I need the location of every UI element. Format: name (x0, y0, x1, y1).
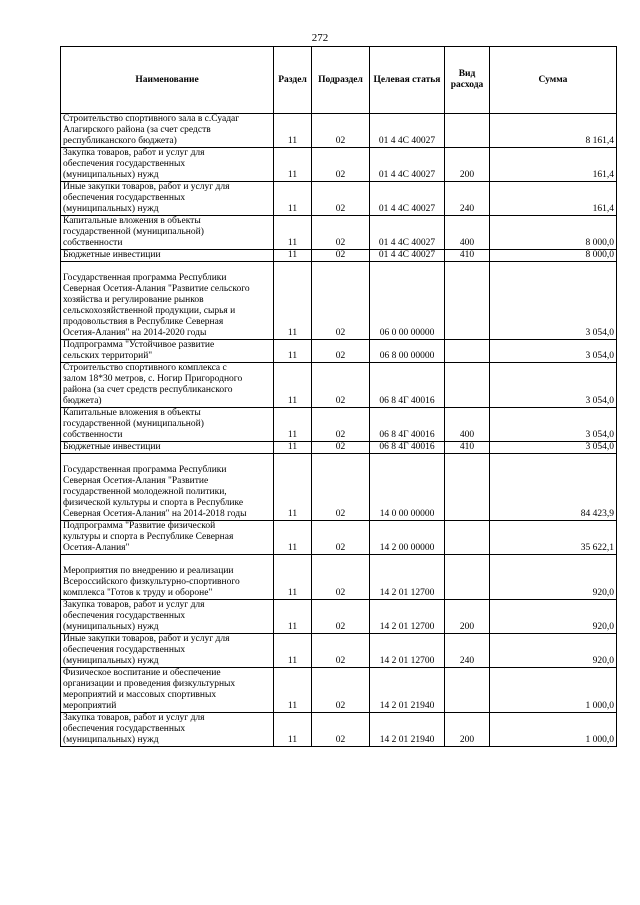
row-target-article: 14 0 00 00000 (370, 454, 445, 521)
table-row (61, 442, 617, 454)
table-row (61, 454, 617, 521)
row-name: Мероприятия по внедрению и реализации Всероссийского физкультурно-спортивного комплекса "Готов к труду и обороне" (61, 555, 274, 600)
row-target-article: 01 4 4С 40027 (370, 148, 445, 182)
row-amount: 3 054,0 (490, 262, 617, 340)
table-row (61, 340, 617, 363)
row-section: 11 (274, 442, 312, 454)
row-target-article: 14 2 01 12700 (370, 634, 445, 668)
row-target-article: 06 8 00 00000 (370, 340, 445, 363)
table-row (61, 250, 617, 262)
row-subsection: 02 (312, 148, 370, 182)
row-expense-type (445, 262, 490, 340)
table-row (61, 713, 617, 747)
row-subsection: 02 (312, 182, 370, 216)
row-amount: 3 054,0 (490, 408, 617, 442)
table-header-row (61, 47, 617, 114)
row-amount: 3 054,0 (490, 340, 617, 363)
row-subsection: 02 (312, 442, 370, 454)
table-row (61, 182, 617, 216)
table-row (61, 216, 617, 250)
row-subsection: 02 (312, 521, 370, 555)
row-name: Иные закупки товаров, работ и услуг для обеспечения государственных (муниципальных) нужд (61, 634, 274, 668)
row-subsection: 02 (312, 668, 370, 713)
row-subsection: 02 (312, 600, 370, 634)
row-amount: 920,0 (490, 555, 617, 600)
row-subsection: 02 (312, 340, 370, 363)
row-expense-type: 200 (445, 148, 490, 182)
row-expense-type: 200 (445, 600, 490, 634)
table-row (61, 521, 617, 555)
row-expense-type: 240 (445, 182, 490, 216)
row-subsection: 02 (312, 216, 370, 250)
row-amount: 3 054,0 (490, 363, 617, 408)
header-target-article: Целевая статья (370, 47, 445, 114)
row-name: Закупка товаров, работ и услуг для обеспечения государственных (муниципальных) нужд (61, 600, 274, 634)
row-amount: 1 000,0 (490, 668, 617, 713)
row-name: Подпрограмма "Устойчивое развитие сельских территорий" (61, 340, 274, 363)
table-row (61, 148, 617, 182)
table-row (61, 600, 617, 634)
row-target-article: 01 4 4С 40027 (370, 114, 445, 148)
header-amount: Сумма (490, 47, 617, 114)
page-number: 272 (311, 32, 329, 44)
row-amount: 920,0 (490, 600, 617, 634)
row-expense-type: 410 (445, 442, 490, 454)
row-subsection: 02 (312, 114, 370, 148)
row-section: 11 (274, 713, 312, 747)
row-amount: 8 161,4 (490, 114, 617, 148)
row-target-article: 01 4 4С 40027 (370, 216, 445, 250)
budget-table (60, 46, 617, 747)
row-section: 11 (274, 182, 312, 216)
row-section: 11 (274, 363, 312, 408)
row-expense-type (445, 521, 490, 555)
row-target-article: 06 0 00 00000 (370, 262, 445, 340)
row-target-article: 14 2 01 12700 (370, 555, 445, 600)
row-subsection: 02 (312, 363, 370, 408)
row-target-article: 01 4 4С 40027 (370, 182, 445, 216)
table-row (61, 363, 617, 408)
header-name: Наименование (61, 47, 274, 114)
row-expense-type (445, 454, 490, 521)
row-name: Государственная программа Республики Северная Осетия-Алания "Развитие сельского хозяйства и регулирование рынков сельскохозяйственной продукции, сырья и продовольствия в Республике Северная Осетия-Алания" на 2014-2020 годы (61, 262, 274, 340)
row-target-article: 06 8 4Г 40016 (370, 408, 445, 442)
header-section: Раздел (274, 47, 312, 114)
row-name: Бюджетные инвестиции (61, 250, 274, 262)
table-row (61, 634, 617, 668)
row-subsection: 02 (312, 408, 370, 442)
row-section: 11 (274, 114, 312, 148)
row-expense-type (445, 668, 490, 713)
row-amount: 161,4 (490, 148, 617, 182)
row-name: Строительство спортивного зала в с.Суадаг Алагирского района (за счет средств республиканского бюджета) (61, 114, 274, 148)
row-target-article: 14 2 01 21940 (370, 668, 445, 713)
row-target-article: 14 2 01 21940 (370, 713, 445, 747)
row-section: 11 (274, 555, 312, 600)
row-expense-type: 400 (445, 408, 490, 442)
row-section: 11 (274, 454, 312, 521)
row-section: 11 (274, 262, 312, 340)
row-subsection: 02 (312, 634, 370, 668)
row-target-article: 14 2 01 12700 (370, 600, 445, 634)
row-expense-type (445, 363, 490, 408)
table-row (61, 555, 617, 600)
row-target-article: 06 8 4Г 40016 (370, 363, 445, 408)
table-body (61, 114, 617, 747)
row-name: Закупка товаров, работ и услуг для обеспечения государственных (муниципальных) нужд (61, 713, 274, 747)
row-expense-type: 400 (445, 216, 490, 250)
row-section: 11 (274, 600, 312, 634)
row-target-article: 14 2 00 00000 (370, 521, 445, 555)
row-name: Капитальные вложения в объекты государственной (муниципальной) собственности (61, 216, 274, 250)
table-row (61, 262, 617, 340)
row-expense-type (445, 340, 490, 363)
header-subsection: Подраздел (312, 47, 370, 114)
table-row (61, 668, 617, 713)
header-expense-type: Вид расхода (445, 47, 490, 114)
row-name: Строительство спортивного комплекса с залом 18*30 метров, с. Ногир Пригородного района (за счет средств республиканского бюджета) (61, 363, 274, 408)
row-expense-type (445, 555, 490, 600)
row-amount: 920,0 (490, 634, 617, 668)
row-subsection: 02 (312, 250, 370, 262)
row-subsection: 02 (312, 713, 370, 747)
row-expense-type: 410 (445, 250, 490, 262)
row-section: 11 (274, 340, 312, 363)
row-name: Закупка товаров, работ и услуг для обеспечения государственных (муниципальных) нужд (61, 148, 274, 182)
row-expense-type: 240 (445, 634, 490, 668)
row-section: 11 (274, 250, 312, 262)
row-section: 11 (274, 521, 312, 555)
row-subsection: 02 (312, 262, 370, 340)
row-name: Подпрограмма "Развитие физической культуры и спорта в Республике Северная Осетия-Алания" (61, 521, 274, 555)
row-section: 11 (274, 668, 312, 713)
row-amount: 8 000,0 (490, 216, 617, 250)
row-section: 11 (274, 216, 312, 250)
row-section: 11 (274, 634, 312, 668)
row-amount: 1 000,0 (490, 713, 617, 747)
row-name: Бюджетные инвестиции (61, 442, 274, 454)
row-name: Государственная программа Республики Северная Осетия-Алания "Развитие государственной молодежной политики, физической культуры и спорта в Республике Северная Осетия-Алания" на 2014-2018 годы (61, 454, 274, 521)
row-name: Иные закупки товаров, работ и услуг для обеспечения государственных (муниципальных) нужд (61, 182, 274, 216)
row-amount: 84 423,9 (490, 454, 617, 521)
row-name: Физическое воспитание и обеспечение организации и проведения физкультурных мероприятий и массовых спортивных мероприятий (61, 668, 274, 713)
row-amount: 3 054,0 (490, 442, 617, 454)
row-section: 11 (274, 408, 312, 442)
table-row (61, 114, 617, 148)
row-target-article: 01 4 4С 40027 (370, 250, 445, 262)
table-row (61, 408, 617, 442)
row-name: Капитальные вложения в объекты государственной (муниципальной) собственности (61, 408, 274, 442)
row-section: 11 (274, 148, 312, 182)
row-subsection: 02 (312, 454, 370, 521)
row-amount: 35 622,1 (490, 521, 617, 555)
row-expense-type: 200 (445, 713, 490, 747)
row-target-article: 06 8 4Г 40016 (370, 442, 445, 454)
row-amount: 8 000,0 (490, 250, 617, 262)
row-expense-type (445, 114, 490, 148)
row-amount: 161,4 (490, 182, 617, 216)
row-subsection: 02 (312, 555, 370, 600)
